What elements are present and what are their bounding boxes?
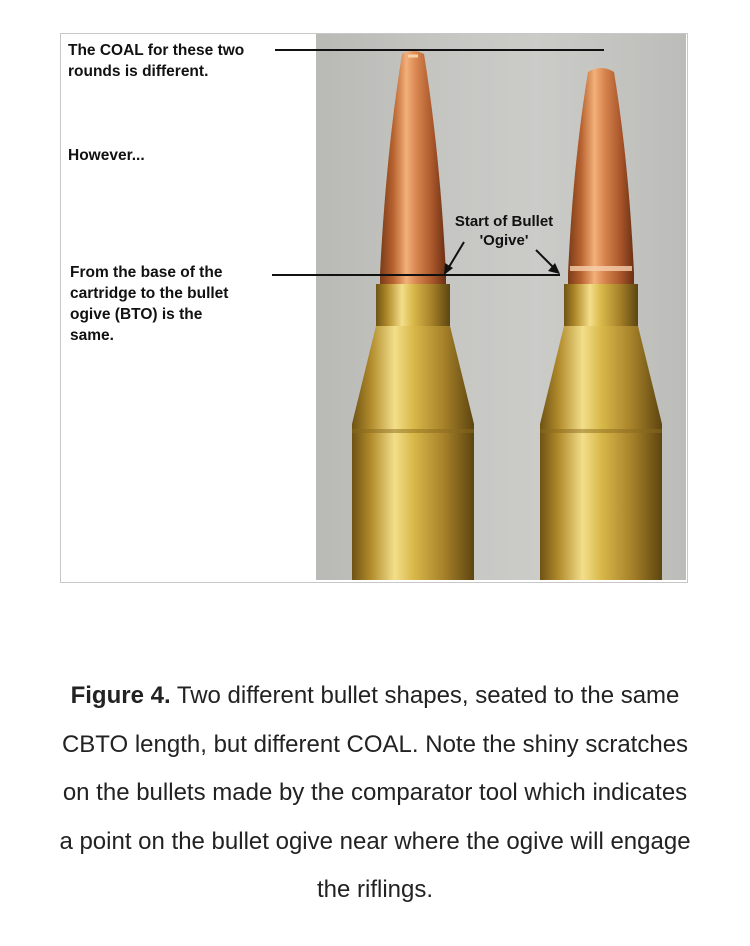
bto-note-line-4: same. [70,327,114,344]
figure-caption [55,672,695,915]
coal-note [68,40,244,82]
ogive-label-line-2: 'Ogive' [479,232,529,249]
ogive-label-line-1: Start of Bullet [454,213,554,230]
ogive-label [444,212,564,250]
bto-note-line-1: From the base of the [70,264,223,281]
coal-note-line-1: The COAL for these two [68,42,245,59]
bto-note-line-2: cartridge to the bullet [70,285,229,302]
caption-label: Figure 4. [70,682,171,709]
however-note: However... [68,147,145,164]
caption-text: Two different bullet shapes, seated to the same CBTO length, but different COAL. Note the shiny scratches on the bullets made by the comparator tool which indicates a point on the bullet ogive near where the ogive will engage the riflings. [59,682,691,903]
coal-note-line-2: rounds is different. [68,63,209,80]
bto-note-line-3: ogive (BTO) is the [70,306,203,323]
bto-note [70,262,228,346]
